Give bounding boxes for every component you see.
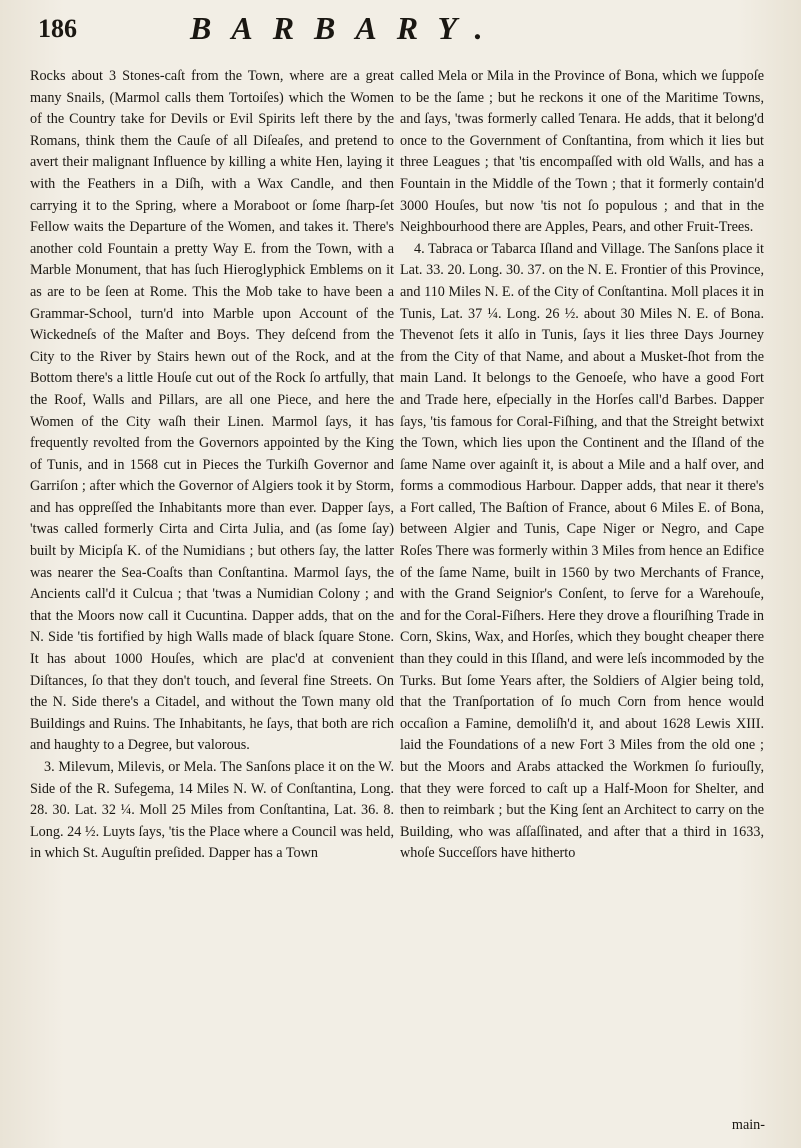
running-head: BARBARY.	[190, 10, 503, 46]
page-number: 186	[38, 14, 77, 43]
page-header	[30, 6, 770, 56]
left-column	[30, 66, 394, 865]
paragraph: Rocks about 3 Stones-caſt from the Town, where are a great many Snails, (Marmol calls them Tortoiſes) which the Women of the Country take for Devils or Evil Spirits left there by the Romans, think them the Cauſe of all Diſeaſes, and pretend to avert their malignant Influence by killing a white Hen, laying it with the Feathers in a Diſh, with a Wax Candle, and then carrying it to the Spring, where a Moraboot or ſome ſharp-ſet Fellow waits the Departure of the Women, and takes it. There's another cold Fountain a pretty Way E. from the Town, with a Marble Monument, that has ſuch Hieroglyphick Emblems on it as are to be ſeen at Rome. This the Mob take to have been a Grammar-School, turn'd into Marble upon Account of the Wickedneſs of the Maſter and Boys. They deſcend from the City to the River by Stairs hewn out of the Rock, and at the Bottom there's a little Houſe cut out of the Rock ſo artfully, that the Roof, Walls and Pillars, are all one Piece, and here the Women of the City waſh their Linen. Marmol ſays, it has frequently revolted from the Governors appointed by the King of Tunis, and in 1568 cut in Pieces the Turkiſh Governor and Garriſon ; after which the Governor of Algiers took it by Storm, and has oppreſſed the Inhabitants more than ever. Dapper ſays, 'twas called formerly Cirta and Cirta Julia, and (as ſome ſay) built by Micipſa K. of the Numidians ; but others ſay, the latter was nearer the Sea-Coaſts than Conſtantina. Marmol ſays, the Ancients call'd it Culcua ; that 'twas a Numidian Colony ; and that the Moors now call it Cucuntina. Dapper adds, that on the N. Side 'tis fortified by high Walls made of black ſquare Stone. It has about 1000 Houſes, which are plac'd at convenient Diſtances, ſo that they don't touch, and ſeveral fine Streets. On the N. Side there's a Citadel, and without the Town many old Buildings and Ruins. The Inhabitants, he ſays, that both are rich and haughty to a Degree, but valorous.	[30, 68, 394, 754]
paragraph: 4. Tabraca or Tabarca Iſland and Village. The Sanſons place it Lat. 33. 20. Long. 30. 37. on the N. E. Frontier of this Province, and 110 Miles N. E. of the City of Conſtantina. Moll places it in Tunis, Lat. 37 ¼. Long. 26 ½. about 30 Miles N. E. of Bona. Thevenot ſets it alſo in Tunis, ſays it lies three Days Journey from the City of that Name, and about a Musket-ſhot from the main Land. It belongs to the Genoeſe, who have a good Fort and Trade here, eſpecially in the Horſes call'd Barbes. Dapper ſays, 'tis famous for Coral-Fiſhing, and that the Streight betwixt the Town, which lies upon the Continent and the Iſland of the ſame Name over againſt it, is about a Mile and a half over, and forms a commodious Harbour. Dapper adds, that near it there's a Fort called, The Baſtion of France, about 6 Miles E. of Bona, between Algier and Tunis, Cape Niger or Negro, and Cape Roſes There was formerly within 3 Miles from hence an Edifice of the ſame Name, built in 1560 by two Merchants of France, with the Grand Seignior's Conſent, to ſerve for a Warehouſe, and for the Coral-Fiſhers. Here they drove a flouriſhing Trade in Corn, Skins, Wax, and Horſes, which they bought cheaper there than they could in this Iſland, and were leſs incommoded by the Turks. But ſome Years after, the Soldiers of Algier being told, that the Tranſportation of ſo much Corn from hence would occaſion a Famine, demoliſh'd it, and about 1628 Lewis XIII. laid the Foundations of a new Fort 3 Miles from the old one ; but the Moors and Arabs attacked the Workmen ſo furiouſly, that they were forced to caſt up a Half-Moon for Shelter, and then to reimbark ; but the King ſent an Architect to carry on the Building, who was aſſaſſinated, and after that a third in 1633, whoſe Succeſſors have hitherto	[400, 240, 764, 862]
catchword: main-	[731, 1117, 765, 1133]
paragraph: 3. Milevum, Milevis, or Mela. The Sanſons place it on the W. Side of the R. Sufegema, 14 Miles N. W. of Conſtantina, Long. 28. 30. Lat. 32 ¼. Moll 25 Miles from Conſtantina, Lat. 36. 8. Long. 24 ½. Luyts ſays, 'tis the Place where a Council was held, in which St. Auguſtin preſided. Dapper has a Town	[30, 759, 394, 862]
paragraph: called Mela or Mila in the Province of Bona, which we ſuppoſe to be the ſame ; but he reckons it one of the Maritime Towns, and ſays, 'twas formerly called Tenara. He adds, that it belong'd once to the Government of Conſtantina, from which it lies but three Leagues ; that 'tis encompaſſed with old Walls, and has a Fountain in the Middle of the Town ; that it formerly contain'd 3000 Houſes, but now 'tis not ſo populous ; and that in the Neighbourhood there are Apples, Pears, and other Fruit-Trees.	[400, 68, 764, 236]
right-column	[400, 66, 764, 865]
